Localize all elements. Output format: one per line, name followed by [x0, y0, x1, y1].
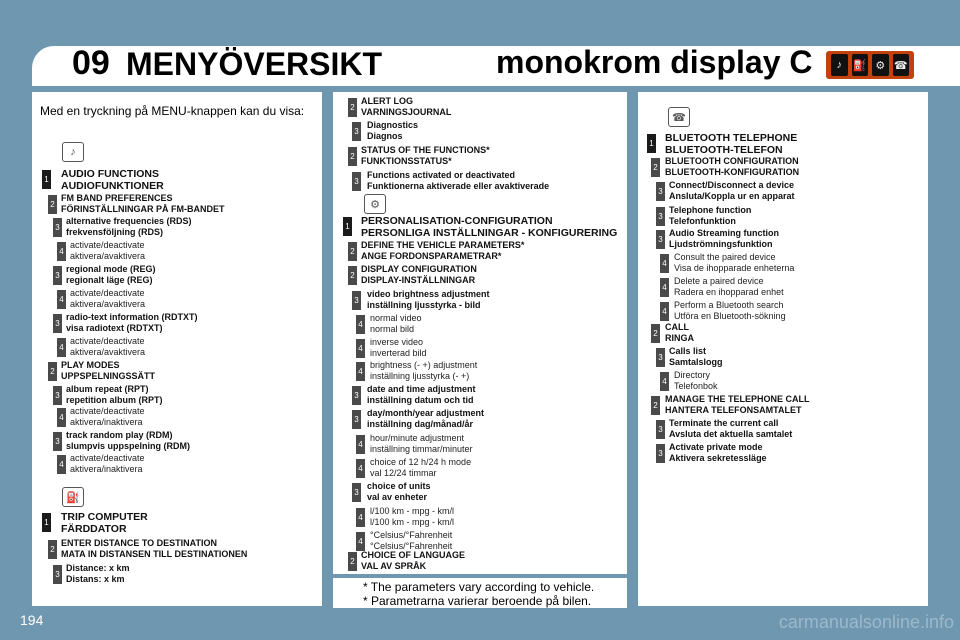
page-number: 194: [20, 612, 44, 628]
menu-item-line: inställning ljusstyrka (- +): [370, 371, 470, 381]
menu-item-line: choice of units: [367, 481, 431, 491]
menu-item: [61, 168, 164, 192]
menu-item-line: BLUETOOTH-TELEFON: [665, 144, 783, 156]
menu-item-line: slumpvis uppspelning (RDM): [66, 441, 191, 451]
menu-item: [361, 145, 490, 167]
menu-item: [361, 215, 617, 239]
menu-item-line: video brightness adjustment: [367, 289, 490, 299]
menu-item-line: FÖRINSTÄLLNINGAR PÅ FM-BANDET: [61, 204, 225, 214]
level-badge: 4: [356, 532, 365, 551]
menu-item-line: inställning timmar/minuter: [370, 444, 473, 454]
menu-item: [665, 322, 694, 344]
menu-item-line: Diagnos: [367, 131, 403, 141]
menu-item: [66, 430, 190, 452]
footnote-sv: * Parametrarna varierar beroende på bilen.: [363, 594, 592, 608]
menu-item: [674, 300, 786, 322]
menu-item-line: Visa de ihopparade enheterna: [674, 263, 795, 273]
level-badge: 2: [348, 98, 357, 117]
menu-item-line: TRIP COMPUTER: [61, 511, 148, 523]
level-badge: 3: [53, 386, 62, 405]
menu-item-line: Telephone function: [669, 205, 752, 215]
phone-icon: ☎: [893, 54, 910, 76]
menu-item: [367, 408, 484, 430]
menu-item-line: val av enheter: [367, 492, 428, 502]
menu-item-line: Consult the paired device: [674, 252, 776, 262]
menu-item-line: ENTER DISTANCE TO DESTINATION: [61, 538, 218, 548]
menu-item-line: Telefonbok: [674, 381, 718, 391]
menu-item-line: Distans: x km: [66, 574, 125, 584]
menu-item-line: Delete a paired device: [674, 276, 764, 286]
menu-item-line: hour/minute adjustment: [370, 433, 465, 443]
menu-item: [370, 457, 471, 479]
menu-item-line: VARNINGSJOURNAL: [361, 107, 452, 117]
menu-item-line: VAL AV SPRÅK: [361, 561, 427, 571]
menu-item-line: radio-text information (RDTXT): [66, 312, 198, 322]
menu-item-line: regional mode (REG): [66, 264, 156, 274]
menu-item-line: BLUETOOTH-KONFIGURATION: [665, 167, 800, 177]
menu-item-line: regionalt läge (REG): [66, 275, 153, 285]
menu-item-line: Radera en ihopparad enhet: [674, 287, 784, 297]
level-badge: 2: [348, 242, 357, 261]
menu-item-line: Funktionerna aktiverade eller avaktiverade: [367, 181, 550, 191]
menu-item: [370, 337, 427, 359]
watermark: carmanualsonline.info: [778, 612, 954, 632]
menu-item: [66, 563, 130, 585]
menu-item-line: aktivera/avaktivera: [70, 299, 146, 309]
level-badge: 3: [53, 266, 62, 285]
menu-item-line: alternative frequencies (RDS): [66, 216, 192, 226]
menu-item-line: Diagnostics: [367, 120, 419, 130]
menu-item-line: FM BAND PREFERENCES: [61, 193, 173, 203]
menu-item-line: STATUS OF THE FUNCTIONS*: [361, 145, 490, 155]
level-badge: 4: [660, 278, 669, 297]
menu-item-line: FÄRDDATOR: [61, 523, 127, 535]
menu-item: [665, 156, 799, 178]
menu-item: [70, 336, 145, 358]
level-badge: 3: [656, 420, 665, 439]
menu-item-line: Ansluta/Koppla ur en apparat: [669, 191, 795, 201]
level-badge: 3: [352, 291, 361, 310]
menu-item: [370, 433, 473, 455]
level-badge: 4: [57, 338, 66, 357]
menu-item-line: ALERT LOG: [361, 96, 413, 106]
menu-item: [669, 180, 795, 202]
menu-item-line: AUDIOFUNKTIONER: [61, 180, 164, 192]
menu-item: [66, 216, 192, 238]
menu-item-line: brightness (- +) adjustment: [370, 360, 478, 370]
menu-item: [665, 132, 797, 156]
menu-item-line: activate/deactivate: [70, 240, 145, 250]
menu-item-line: inverterad bild: [370, 348, 427, 358]
menu-item-line: aktivera/inaktivera: [70, 464, 143, 474]
level-badge: 2: [348, 147, 357, 166]
menu-item-line: Samtalslogg: [669, 357, 723, 367]
level-badge: 3: [352, 483, 361, 502]
level-badge: 2: [48, 362, 57, 381]
level-badge: 3: [656, 444, 665, 463]
level-badge: 2: [48, 540, 57, 559]
menu-item-line: Utföra en Bluetooth-sökning: [674, 311, 786, 321]
menu-item: [669, 205, 751, 227]
menu-item: [674, 252, 794, 274]
menu-item-line: AUDIO FUNCTIONS: [61, 168, 159, 180]
menu-item-line: activate/deactivate: [70, 288, 145, 298]
menu-item: [70, 453, 145, 475]
menu-item-line: Terminate the current call: [669, 418, 779, 428]
menu-item: [61, 511, 148, 535]
menu-item: [367, 481, 431, 503]
menu-item: [370, 506, 454, 528]
menu-item-line: aktivera/avaktivera: [70, 251, 146, 261]
footnote: [333, 578, 627, 608]
menu-item: [669, 442, 767, 464]
menu-item-line: PERSONALISATION-CONFIGURATION: [361, 215, 553, 227]
level-badge: 4: [660, 302, 669, 321]
level-badge: 3: [656, 207, 665, 226]
menu-item: [669, 346, 723, 368]
menu-item: [669, 418, 792, 440]
menu-item: [70, 406, 145, 428]
audio-icon: ♪: [831, 54, 848, 76]
level-badge: 4: [57, 455, 66, 474]
level-badge: 2: [651, 158, 660, 177]
menu-item-line: date and time adjustment: [367, 384, 476, 394]
menu-item-line: CALL: [665, 322, 689, 332]
menu-item-line: CHOICE OF LANGUAGE: [361, 550, 466, 560]
menu-item: [361, 240, 524, 262]
menu-item-line: l/100 km - mpg - km/l: [370, 517, 455, 527]
menu-item-line: PLAY MODES: [61, 360, 120, 370]
menu-item-line: DISPLAY CONFIGURATION: [361, 264, 477, 274]
level-badge: 3: [656, 230, 665, 249]
menu-item-line: Telefonfunktion: [669, 216, 736, 226]
level-badge: 3: [53, 565, 62, 584]
level-badge: 3: [352, 122, 361, 141]
level-badge: 2: [48, 195, 57, 214]
menu-item-line: °Celsius/°Fahrenheit: [370, 541, 453, 551]
menu-item-line: ANGE FORDONSPARAMETRAR*: [361, 251, 502, 261]
menu-item-line: normal video: [370, 313, 422, 323]
menu-item: [669, 228, 779, 250]
menu-item-line: Directory: [674, 370, 711, 380]
menu-item-line: visa radiotext (RDTXT): [66, 323, 163, 333]
menu-item: [665, 394, 810, 416]
menu-item: [367, 289, 490, 311]
settings-icon: ⚙: [364, 194, 386, 214]
menu-item-line: aktivera/avaktivera: [70, 347, 146, 357]
level-badge: 2: [348, 552, 357, 571]
level-badge: 3: [53, 314, 62, 333]
menu-item-line: inställning datum och tid: [367, 395, 474, 405]
chapter-number: 09: [72, 44, 110, 82]
level-badge: 3: [352, 386, 361, 405]
menu-item-line: Distance: x km: [66, 563, 130, 573]
menu-item: [367, 120, 418, 142]
menu-item-line: l/100 km - mpg - km/l: [370, 506, 455, 516]
menu-item-line: activate/deactivate: [70, 406, 145, 416]
menu-item-line: Activate private mode: [669, 442, 763, 452]
menu-item-line: inverse video: [370, 337, 424, 347]
menu-item-line: PERSONLIGA INSTÄLLNINGAR - KONFIGURERING: [361, 227, 618, 239]
menu-item: [70, 288, 145, 310]
level-badge: 4: [356, 459, 365, 478]
menu-item: [66, 264, 156, 286]
menu-item-line: HANTERA TELEFONSAMTALET: [665, 405, 802, 415]
menu-item: [70, 240, 145, 262]
music-note-icon: ♪: [62, 142, 84, 162]
level-badge: 4: [356, 435, 365, 454]
level-badge: 3: [53, 218, 62, 237]
menu-item-line: inställning dag/månad/år: [367, 419, 474, 429]
level-badge: 4: [57, 242, 66, 261]
menu-item: [61, 360, 155, 382]
menu-item-line: album repeat (RPT): [66, 384, 149, 394]
level-badge: 2: [651, 396, 660, 415]
menu-item-line: MANAGE THE TELEPHONE CALL: [665, 394, 810, 404]
menu-item: [367, 384, 476, 406]
menu-item: [61, 538, 247, 560]
menu-item-line: choice of 12 h/24 h mode: [370, 457, 472, 467]
menu-item-line: frekvensföljning (RDS): [66, 227, 164, 237]
level-badge: 4: [660, 372, 669, 391]
level-badge: 3: [352, 410, 361, 429]
phone-icon: ☎: [668, 107, 690, 127]
menu-item-line: DISPLAY-INSTÄLLNINGAR: [361, 275, 476, 285]
menu-item-line: aktivera/inaktivera: [70, 417, 143, 427]
display-icons-strip: [826, 51, 914, 79]
menu-item-line: Audio Streaming function: [669, 228, 779, 238]
level-badge: 4: [356, 508, 365, 527]
level-badge: 1: [42, 170, 51, 189]
menu-item-line: Functions activated or deactivated: [367, 170, 516, 180]
menu-item: [370, 360, 477, 382]
level-badge: 4: [356, 339, 365, 358]
level-badge: 4: [57, 290, 66, 309]
menu-item: [66, 384, 163, 406]
fuel-pump-icon: ⛽: [62, 487, 84, 507]
menu-item-line: FUNKTIONSSTATUS*: [361, 156, 452, 166]
settings-icon: ⚙: [872, 54, 889, 76]
menu-item-line: Perform a Bluetooth search: [674, 300, 784, 310]
chapter-title: MENYÖVERSIKT: [126, 46, 383, 82]
menu-item-line: activate/deactivate: [70, 453, 145, 463]
menu-item: [361, 550, 465, 572]
menu-item: [61, 193, 225, 215]
level-badge: 4: [57, 408, 66, 427]
menu-item-line: val 12/24 timmar: [370, 468, 437, 478]
level-badge: 3: [53, 432, 62, 451]
menu-item-line: MATA IN DISTANSEN TILL DESTINATIONEN: [61, 549, 248, 559]
menu-item: [367, 170, 549, 192]
level-badge: 2: [348, 266, 357, 285]
menu-item-line: repetition album (RPT): [66, 395, 163, 405]
level-badge: 3: [352, 172, 361, 191]
level-badge: 4: [356, 362, 365, 381]
menu-item-line: day/month/year adjustment: [367, 408, 485, 418]
menu-item: [370, 530, 452, 552]
menu-item: [674, 276, 784, 298]
level-badge: 1: [42, 513, 51, 532]
menu-item-line: RINGA: [665, 333, 694, 343]
menu-item-line: Calls list: [669, 346, 707, 356]
menu-item: [361, 96, 451, 118]
intro-text: Med en tryckning på MENU-knappen kan du visa:: [40, 104, 305, 118]
menu-item: [66, 312, 198, 334]
menu-item-line: °Celsius/°Fahrenheit: [370, 530, 453, 540]
level-badge: 4: [660, 254, 669, 273]
level-badge: 1: [647, 134, 656, 153]
menu-item-line: Ljudströmningsfunktion: [669, 239, 773, 249]
menu-item: [361, 264, 477, 286]
level-badge: 3: [656, 348, 665, 367]
menu-item: [674, 370, 718, 392]
menu-item-line: Connect/Disconnect a device: [669, 180, 795, 190]
menu-item-line: BLUETOOTH TELEPHONE: [665, 132, 798, 144]
menu-item-line: activate/deactivate: [70, 336, 145, 346]
menu-item: [370, 313, 422, 335]
menu-item-line: BLUETOOTH CONFIGURATION: [665, 156, 799, 166]
menu-item-line: track random play (RDM): [66, 430, 173, 440]
level-badge: 3: [656, 182, 665, 201]
menu-item-line: normal bild: [370, 324, 415, 334]
menu-item-line: inställning ljusstyrka - bild: [367, 300, 481, 310]
level-badge: 2: [651, 324, 660, 343]
footnote-en: * The parameters vary according to vehicle.: [363, 580, 595, 594]
menu-item-line: DEFINE THE VEHICLE PARAMETERS*: [361, 240, 525, 250]
page-subtitle: monokrom display C: [496, 44, 813, 80]
level-badge: 1: [343, 217, 352, 236]
menu-item-line: Aktivera sekretessläge: [669, 453, 767, 463]
menu-item-line: UPPSPELNINGSSÄTT: [61, 371, 156, 381]
menu-item-line: Avsluta det aktuella samtalet: [669, 429, 793, 439]
level-badge: 4: [356, 315, 365, 334]
fuel-icon: ⛽: [852, 54, 869, 76]
